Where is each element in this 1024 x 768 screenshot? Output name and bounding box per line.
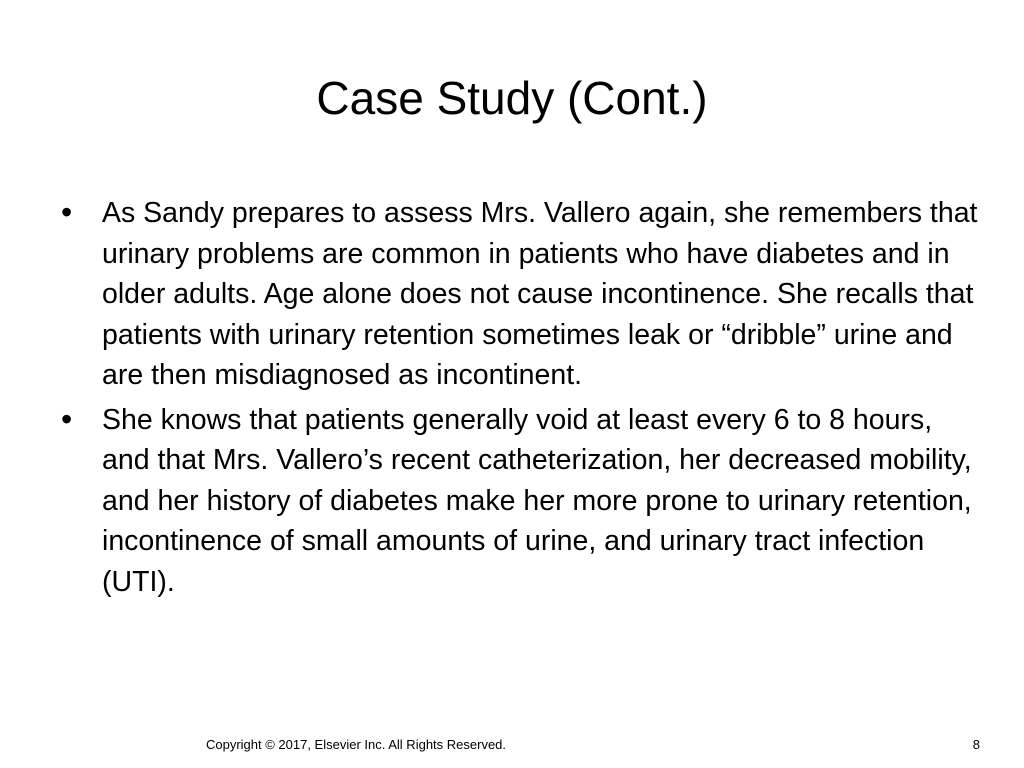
bullet-list <box>58 193 978 602</box>
bullet-icon: • <box>61 400 73 437</box>
slide-title: Case Study (Cont.) <box>316 72 708 124</box>
bullet-item <box>58 400 978 603</box>
bullet-text: She knows that patients generally void at least every 6 to 8 hours, and that Mrs. Vallero’s recent catheterization, her decreased mobility, and her history of diabetes make her more prone to urinary retention, incontinence of small amounts of urine, and urinary tract infection (UTI). <box>102 403 972 598</box>
copyright-footer: Copyright © 2017, Elsevier Inc. All Rights Reserved. <box>205 737 507 752</box>
bullet-icon: • <box>61 194 73 230</box>
page-number: 8 <box>972 737 980 752</box>
bullet-text: As Sandy prepares to assess Mrs. Vallero again, she remembers that urinary problems are common in patients who have diabetes and in older adults. Age alone does not cause incontinence. She recalls that patients with urinary retention sometimes leak or “dribble” urine and are then misdiagnosed as incontinent. <box>102 197 978 391</box>
bullet-item <box>58 193 978 396</box>
